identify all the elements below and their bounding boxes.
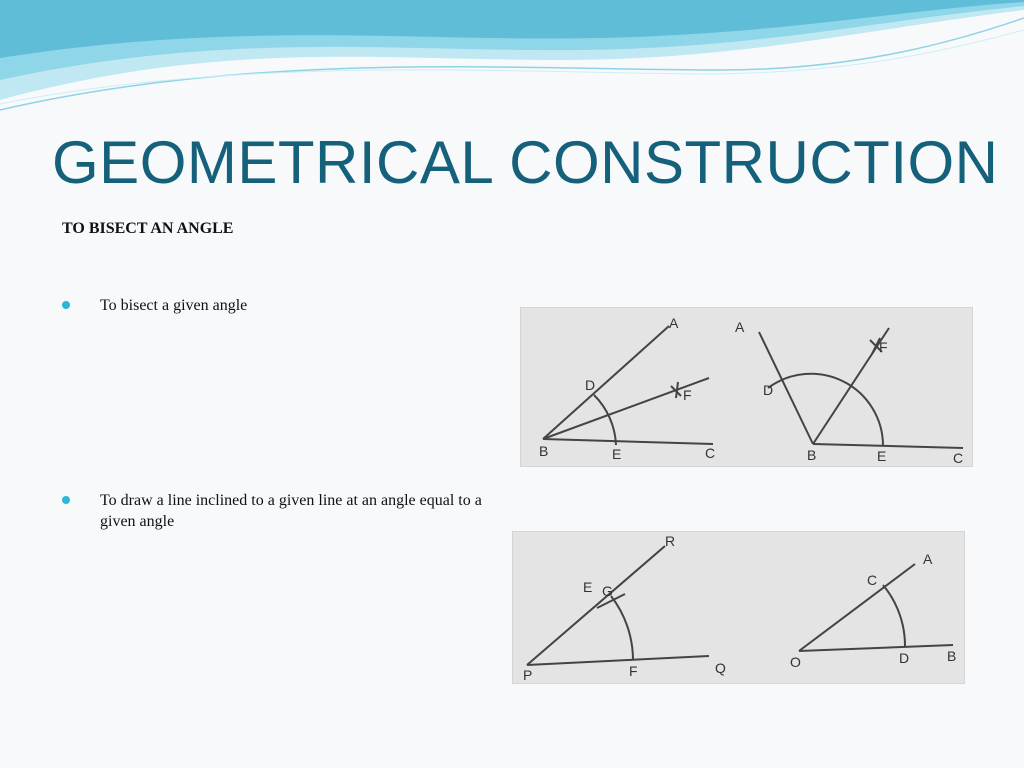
point-label: D (763, 382, 774, 398)
point-label: F (629, 663, 638, 679)
point-label: E (877, 448, 887, 464)
point-label: D (585, 377, 596, 393)
point-label: C (705, 445, 716, 461)
bullet-item-copy-angle (62, 490, 502, 532)
bullet-text: To draw a line inclined to a given line at an angle equal to a given angle (100, 492, 482, 530)
point-label: B (947, 648, 957, 664)
point-label: E (583, 579, 593, 595)
point-label: E (612, 446, 622, 462)
point-label: B (539, 443, 549, 459)
point-label: Q (715, 660, 726, 676)
bullet-text: To bisect a given angle (100, 297, 248, 314)
bullet-item-bisect-angle (62, 295, 502, 316)
bisect-angle-figure (520, 307, 973, 467)
bullet-dot-icon (62, 301, 70, 309)
point-label: A (669, 315, 679, 331)
point-label: F (879, 339, 888, 355)
bullet-dot-icon (62, 496, 70, 504)
copy-angle-figure (512, 531, 965, 684)
point-label: D (899, 650, 910, 666)
slide-title: GEOMETRICAL CONSTRUCTION (52, 129, 999, 196)
point-label: R (665, 533, 676, 549)
section-heading: TO BISECT AN ANGLE (62, 220, 234, 237)
point-label: A (735, 319, 745, 335)
point-label: C (953, 450, 964, 466)
point-label: A (923, 551, 933, 567)
point-label: G (602, 583, 613, 599)
point-label: P (523, 667, 533, 683)
point-label: O (790, 654, 801, 670)
header-wave-decoration (0, 0, 1024, 120)
point-label: B (807, 447, 817, 463)
point-label: C (867, 572, 878, 588)
point-label: F (683, 387, 692, 403)
